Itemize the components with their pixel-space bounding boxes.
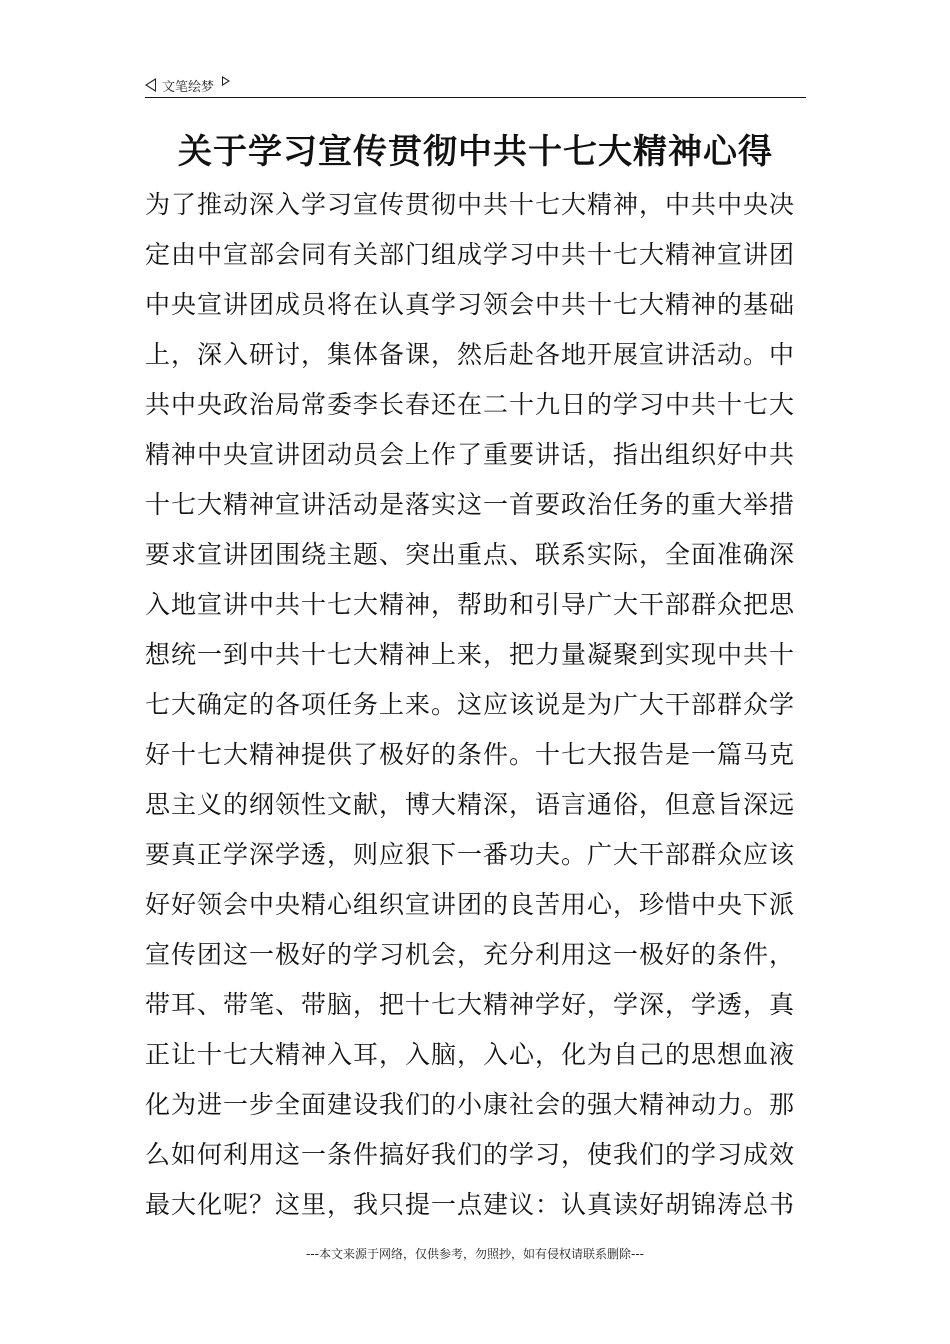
document-title: 关于学习宣传贯彻中共十七大精神心得 <box>178 132 773 172</box>
body-line: 想统一到中共十七大精神上来，把力量凝聚到实现中共十 <box>145 640 796 669</box>
document-body <box>145 180 815 1230</box>
body-line: 么如何利用这一条件搞好我们的学习，使我们的学习成效 <box>145 1140 796 1169</box>
body-line: 化为进一步全面建设我们的小康社会的强大精神动力。那 <box>145 1090 796 1119</box>
body-line: 精神中央宣讲团动员会上作了重要讲话，指出组织好中共 <box>145 440 796 469</box>
page-header <box>145 74 230 96</box>
body-line: 最大化呢？这里，我只提一点建议：认真读好胡锦涛总书 <box>145 1190 796 1219</box>
body-line: 为了推动深入学习宣传贯彻中共十七大精神，中共中央决 <box>145 190 796 219</box>
header-divider <box>145 97 806 98</box>
body-line: 宣传团这一极好的学习机会，充分利用这一极好的条件， <box>145 940 796 969</box>
body-line: 好十七大精神提供了极好的条件。十七大报告是一篇马克 <box>145 740 796 769</box>
body-line: 定由中宣部会同有关部门组成学习中共十七大精神宣讲团 <box>145 240 796 269</box>
header-label: 文笔绘梦 <box>162 79 215 95</box>
body-line: 中央宣讲团成员将在认真学习领会中共十七大精神的基础 <box>145 290 796 319</box>
body-line: 七大确定的各项任务上来。这应该说是为广大干部群众学 <box>145 690 796 719</box>
body-line: 十七大精神宣讲活动是落实这一首要政治任务的重大举措 <box>145 490 796 519</box>
body-line: 带耳、带笔、带脑，把十七大精神学好，学深，学透，真 <box>145 990 796 1019</box>
body-line: 思主义的纲领性文献，博大精深，语言通俗，但意旨深远 <box>145 790 796 819</box>
triangle-left-icon <box>145 78 156 92</box>
body-line: 上，深入研讨，集体备课，然后赴各地开展宣讲活动。中 <box>145 340 796 369</box>
body-line: 要真正学深学透，则应狠下一番功夫。广大干部群众应该 <box>145 840 796 869</box>
body-line: 要求宣讲团围绕主题、突出重点、联系实际，全面准确深 <box>145 540 796 569</box>
body-line: 好好领会中央精心组织宣讲团的良苦用心，珍惜中央下派 <box>145 890 796 919</box>
body-line: 正让十七大精神入耳，入脑，入心，化为自己的思想血液 <box>145 1040 796 1069</box>
page-footer: ---本文来源于网络，仅供参考，勿照抄，如有侵权请联系删除--- <box>306 1247 644 1261</box>
body-line: 共中央政治局常委李长春还在二十九日的学习中共十七大 <box>145 390 796 419</box>
triangle-right-icon <box>222 76 230 86</box>
body-line: 入地宣讲中共十七大精神，帮助和引导广大干部群众把思 <box>145 590 796 619</box>
